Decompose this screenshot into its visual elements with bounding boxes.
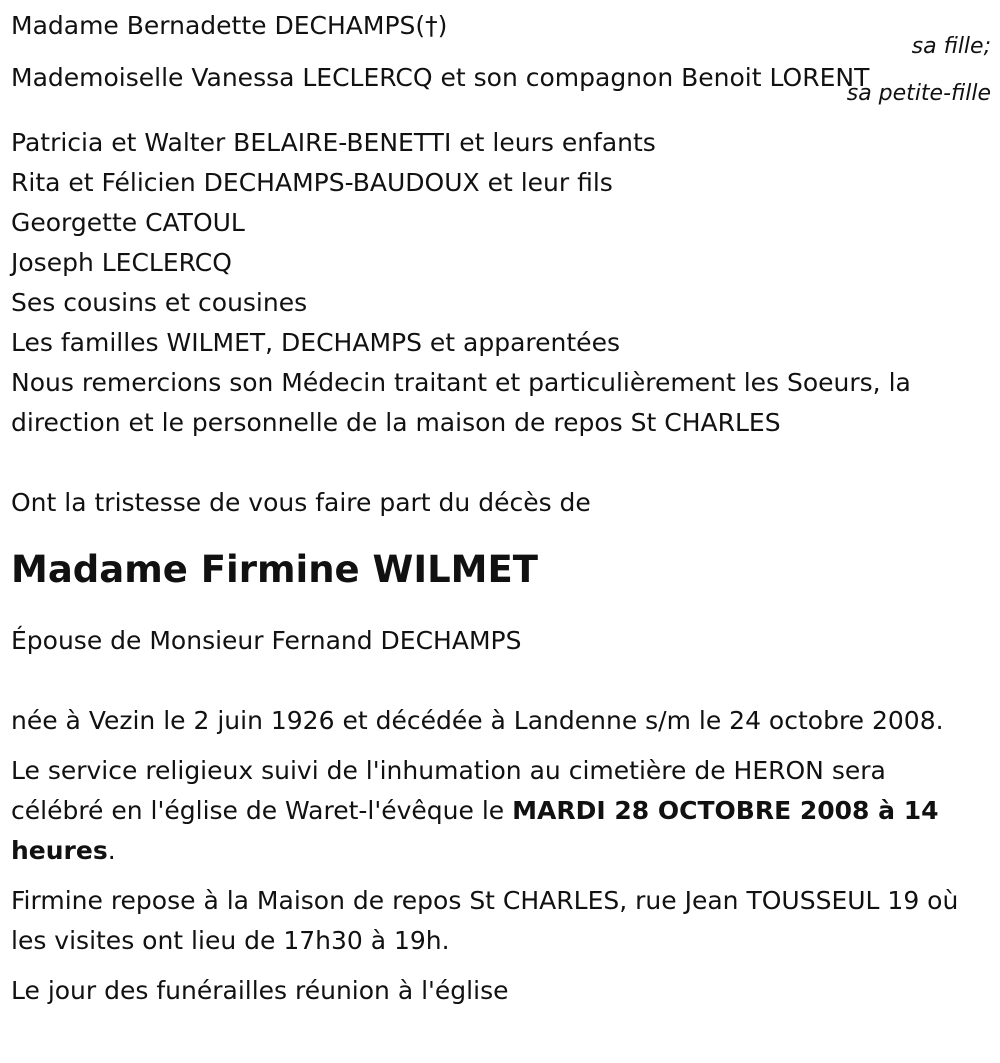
family-member: Patricia et Walter BELAIRE-BENETTI et leurs enfants [11,128,656,157]
announcement-text: Ont la tristesse de vous faire part du décès de [11,488,591,517]
funeral-day-text: Le jour des funérailles réunion à l'église [11,976,509,1005]
service-text-after: . [107,836,116,865]
repose-text: Firmine repose à la Maison de repos St CHARLES, rue Jean TOUSSEUL 19 où les visites ont lieu de 17h30 à 19h. [11,886,959,955]
relation-daughter: sa fille; [911,34,991,59]
family-member: Les familles WILMET, DECHAMPS et apparentées [11,328,620,357]
family-member: Ses cousins et cousines [11,288,308,317]
family-member-daughter: Madame Bernadette DECHAMPS(†) [11,11,448,40]
family-member: Georgette CATOUL [11,208,245,237]
deceased-name: Madame Firmine WILMET [11,548,539,591]
family-member: Joseph LECLERCQ [11,248,232,277]
obituary-notice [11,6,991,1011]
service-text-before: Le service religieux suivi de l'inhumation au cimetière de HERON sera célébré en l'église de Waret-l'évêque le [11,756,886,825]
birth-death-text: née à Vezin le 2 juin 1926 et décédée à Landenne s/m le 24 octobre 2008. [11,706,944,735]
family-member-granddaughter: Mademoiselle Vanessa LECLERCQ et son compagnon Benoit LORENT [11,63,870,92]
service-date: MARDI 28 OCTOBRE 2008 à 14 heures [11,796,939,865]
service-text [11,751,986,871]
thanks-text: Nous remercions son Médecin traitant et particulièrement les Soeurs, la direction et le personnelle de la maison de repos St CHARLES [11,368,911,437]
spouse-text: Épouse de Monsieur Fernand DECHAMPS [11,626,522,655]
relation-granddaughter: sa petite-fille [846,81,991,106]
family-member: Rita et Félicien DECHAMPS-BAUDOUX et leur fils [11,168,613,197]
